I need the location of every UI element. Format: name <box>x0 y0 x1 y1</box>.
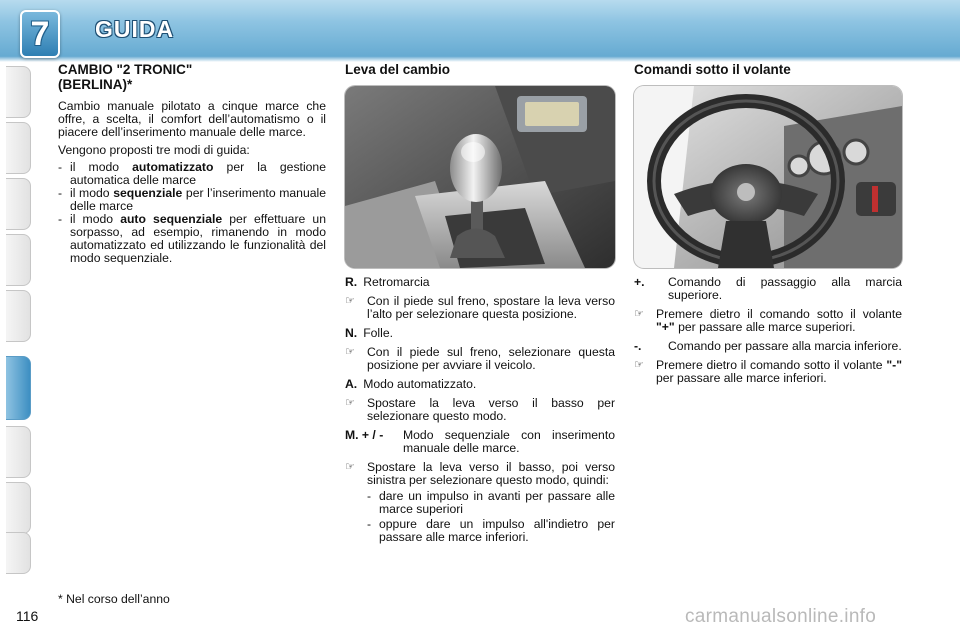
control-symbol: "+" <box>656 320 675 334</box>
list-item <box>345 276 615 289</box>
intro-paragraph: Cambio manuale pilotato a cinque marce che offre, a scelta, il comfort dell’automatismo o il piacere dell’inserimento manuale delle marce. <box>58 99 326 139</box>
position-label: R. <box>345 275 358 289</box>
position-label: N. <box>345 326 358 340</box>
chapter-tab <box>20 10 60 58</box>
page-number: 116 <box>16 608 39 624</box>
dash-marker: - <box>367 517 372 531</box>
position-label: A. <box>345 377 358 391</box>
position-label: M. + / - <box>345 428 384 442</box>
pointing-hand-icon: ☞ <box>345 295 355 307</box>
control-label: -. <box>634 339 642 353</box>
side-tab[interactable] <box>6 66 31 118</box>
middle-column <box>345 62 615 77</box>
list-item <box>58 187 326 213</box>
pointing-hand-icon: ☞ <box>634 308 644 320</box>
side-tab-active[interactable] <box>6 356 31 420</box>
dash-marker: - <box>58 160 63 174</box>
item-text: Modo sequenziale con inserimento manuale delle marce. <box>403 428 615 455</box>
gear-lever-photo <box>345 86 615 268</box>
list-item <box>345 327 615 340</box>
list-item <box>345 295 615 321</box>
mode-text: il modo <box>70 212 121 226</box>
item-text: Folle. <box>363 326 393 340</box>
control-symbol: "-" <box>886 358 902 372</box>
list-item <box>58 161 326 187</box>
list-item <box>58 213 326 265</box>
list-item <box>345 397 615 423</box>
gear-lever-title: Leva del cambio <box>345 62 451 77</box>
mode-name: auto sequenziale <box>120 212 223 226</box>
left-column <box>58 62 326 265</box>
section-title: GUIDA <box>95 16 175 42</box>
list-item <box>345 378 615 391</box>
side-tab[interactable] <box>6 482 31 534</box>
right-column <box>634 62 902 77</box>
modes-lead: Vengono proposti tre modi di guida: <box>58 143 250 157</box>
list-item <box>634 340 902 353</box>
item-text: Comando di passaggio alla marcia superiore. <box>668 275 902 302</box>
modes-list <box>58 161 326 265</box>
mode-text: per effettuare un sorpasso, ad esempio, rimanendo in modo automatizzato ed utilizzando le funzionalità del modo sequenziale. <box>70 212 326 265</box>
steering-controls-title: Comandi sotto il volante <box>634 62 791 77</box>
item-text: Spostare la leva verso il basso per selezionare questo modo. <box>367 396 615 423</box>
chapter-number: 7 <box>30 15 50 53</box>
dash-marker: - <box>58 186 63 200</box>
dash-marker: - <box>58 212 63 226</box>
list-item <box>634 276 902 302</box>
side-tab[interactable] <box>6 234 31 286</box>
dash-marker: - <box>367 489 372 503</box>
list-item <box>345 429 615 455</box>
list-item <box>345 346 615 372</box>
chapter-side-tabs <box>0 66 34 576</box>
footnote: * Nel corso dell’anno <box>58 592 170 606</box>
item-text: Con il piede sul freno, spostare la leva verso l’alto per selezionare questa posizione. <box>367 294 615 321</box>
list-item <box>367 518 615 544</box>
mode-text: il modo <box>70 160 133 174</box>
gearbox-title: CAMBIO "2 TRONIC" (BERLINA)* <box>58 62 193 92</box>
pointing-hand-icon: ☞ <box>345 346 355 358</box>
steering-controls-instructions <box>634 276 902 391</box>
gear-lever-illustration <box>345 86 615 268</box>
pointing-hand-icon: ☞ <box>345 461 355 473</box>
item-text: per passare alle marce inferiori. <box>656 371 827 385</box>
item-text: Premere dietro il comando sotto il volante <box>656 358 887 372</box>
item-text: Spostare la leva verso il basso, poi verso sinistra per selezionare questo modo, quindi: <box>367 460 615 487</box>
side-tab[interactable] <box>6 290 31 342</box>
item-text: dare un impulso in avanti per passare alle marce superiori <box>379 489 615 516</box>
item-text: Con il piede sul freno, selezionare questa posizione per avviare il veicolo. <box>367 345 615 372</box>
sub-list <box>345 490 615 544</box>
mode-name: sequenziale <box>113 186 183 200</box>
list-item <box>634 359 902 385</box>
steering-wheel-illustration <box>634 86 902 268</box>
item-text: oppure dare un impulso all'indietro per passare alle marce inferiori. <box>379 517 615 544</box>
side-tab[interactable] <box>6 532 31 574</box>
side-tab[interactable] <box>6 122 31 174</box>
item-text: Modo automatizzato. <box>363 377 477 391</box>
side-tab[interactable] <box>6 178 31 230</box>
mode-name: automatizzato <box>132 160 214 174</box>
mode-text: per la gestione automatica delle marce <box>70 160 326 187</box>
watermark: carmanualsonline.info <box>685 606 877 627</box>
list-item <box>345 461 615 487</box>
list-item <box>367 490 615 516</box>
item-text: per passare alle marce superiori. <box>674 320 856 334</box>
item-text: Comando per passare alla marcia inferiore. <box>668 339 902 353</box>
gear-lever-instructions <box>345 276 615 544</box>
mode-text: il modo <box>70 186 114 200</box>
control-label: +. <box>634 275 645 289</box>
item-text: Retromarcia <box>363 275 430 289</box>
pointing-hand-icon: ☞ <box>345 397 355 409</box>
mode-text: per l’inserimento manuale delle marce <box>70 186 326 213</box>
item-text: Premere dietro il comando sotto il volante <box>656 307 902 321</box>
steering-wheel-photo <box>634 86 902 268</box>
list-item <box>634 308 902 334</box>
pointing-hand-icon: ☞ <box>634 359 644 371</box>
side-tab[interactable] <box>6 426 31 478</box>
